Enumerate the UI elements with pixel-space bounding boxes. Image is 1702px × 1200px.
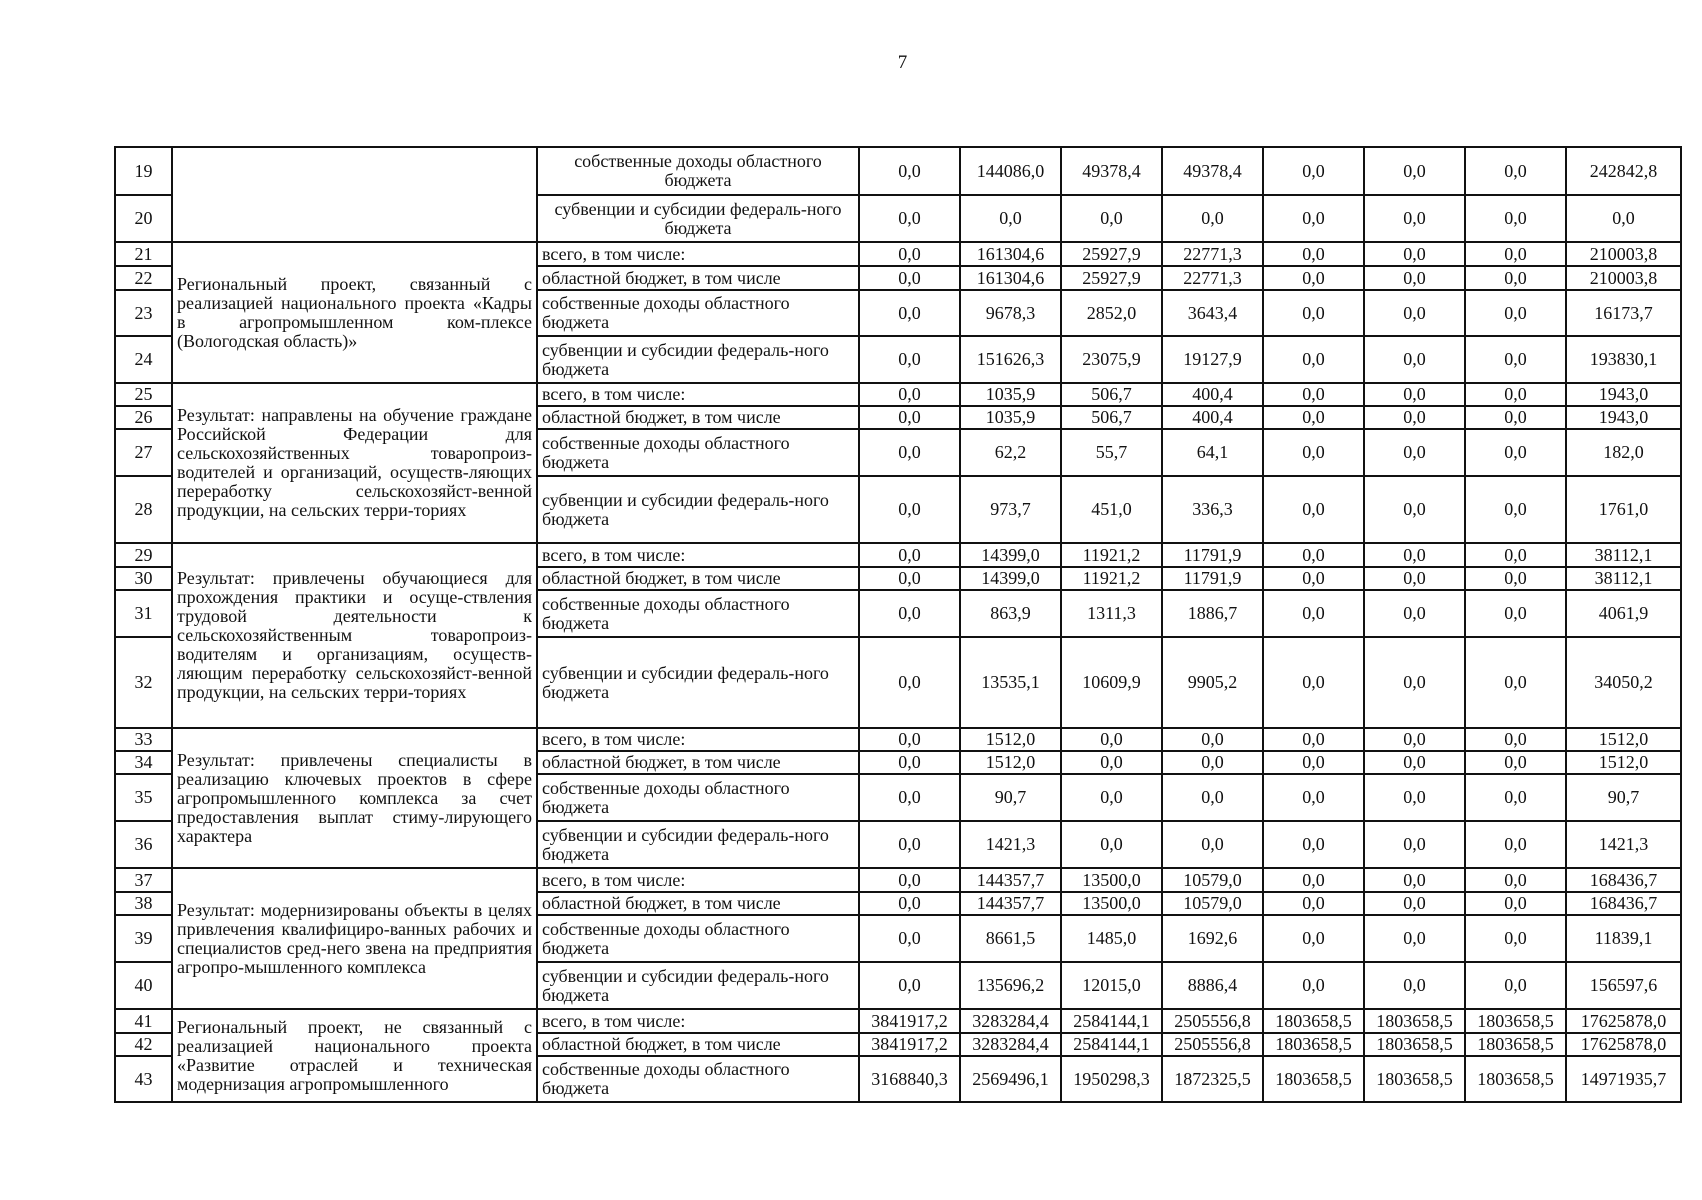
year-value: 0,0: [1465, 336, 1566, 383]
year-value: 64,1: [1162, 429, 1263, 476]
year-value: 0,0: [1263, 195, 1364, 242]
year-value: 0,0: [1364, 336, 1465, 383]
year-value: 1803658,5: [1465, 1033, 1566, 1056]
year-value: 0,0: [859, 242, 960, 266]
measure-description: Результат: направлены на обучение граждане Российской Федерации для сельскохозяйственных товаропроиз-водителей и организаций, осуществ-ляющих переработку сельскохозяйст-венной продукции, на сельских терри-ториях: [172, 383, 537, 543]
year-value: 1803658,5: [1465, 1056, 1566, 1102]
year-value: 0,0: [1364, 774, 1465, 821]
measure-description: Региональный проект, связанный с реализацией национального проекта «Кадры в агропромышленном ком-плексе (Вологодская область)»: [172, 242, 537, 383]
row-number: 41: [115, 1009, 172, 1033]
year-value: 0,0: [859, 567, 960, 590]
funding-source: всего, в том числе:: [537, 728, 859, 751]
funding-source: всего, в том числе:: [537, 543, 859, 567]
year-value: 0,0: [1364, 543, 1465, 567]
measure-description: Результат: привлечены обучающиеся для прохождения практики и осуще-ствления трудовой деятельности к сельскохозяйственным товаропроиз-водителям и организациям, осуществ-ляющим переработку сельскохозяйст-венной продукции, на сельских терри-ториях: [172, 543, 537, 728]
total-value: 168436,7: [1566, 868, 1681, 892]
year-value: 1803658,5: [1263, 1033, 1364, 1056]
year-value: 0,0: [1364, 728, 1465, 751]
year-value: 8886,4: [1162, 962, 1263, 1009]
table-row: [115, 1009, 1681, 1033]
year-value: 0,0: [1162, 821, 1263, 868]
year-value: 0,0: [1263, 406, 1364, 429]
year-value: 1512,0: [960, 751, 1061, 774]
year-value: 2584144,1: [1061, 1009, 1162, 1033]
year-value: 0,0: [1263, 962, 1364, 1009]
year-value: 0,0: [1263, 147, 1364, 195]
year-value: 0,0: [1465, 543, 1566, 567]
year-value: 0,0: [1465, 590, 1566, 637]
year-value: 1872325,5: [1162, 1056, 1263, 1102]
funding-source: областной бюджет, в том числе: [537, 406, 859, 429]
year-value: 0,0: [1162, 774, 1263, 821]
row-number: 19: [115, 147, 172, 195]
year-value: 3283284,4: [960, 1033, 1061, 1056]
total-value: 34050,2: [1566, 637, 1681, 728]
year-value: 144086,0: [960, 147, 1061, 195]
year-value: 0,0: [859, 774, 960, 821]
table-row: [115, 728, 1681, 751]
year-value: 336,3: [1162, 476, 1263, 543]
year-value: 0,0: [1465, 774, 1566, 821]
year-value: 2569496,1: [960, 1056, 1061, 1102]
year-value: 0,0: [1364, 476, 1465, 543]
row-number: 24: [115, 336, 172, 383]
row-number: 22: [115, 266, 172, 290]
year-value: 0,0: [859, 728, 960, 751]
total-value: 38112,1: [1566, 567, 1681, 590]
funding-source: областной бюджет, в том числе: [537, 751, 859, 774]
year-value: 11921,2: [1061, 543, 1162, 567]
total-value: 0,0: [1566, 195, 1681, 242]
year-value: 0,0: [1364, 751, 1465, 774]
funding-source: субвенции и субсидии федераль-ного бюджета: [537, 336, 859, 383]
measure-description: Результат: модернизированы объекты в целях привлечения квалифициро-ванных рабочих и специалистов сред-него звена на предприятия агропро-мышленного комплекса: [172, 868, 537, 1009]
total-value: 1512,0: [1566, 728, 1681, 751]
year-value: 973,7: [960, 476, 1061, 543]
year-value: 151626,3: [960, 336, 1061, 383]
year-value: 0,0: [1465, 406, 1566, 429]
year-value: 12015,0: [1061, 962, 1162, 1009]
year-value: 506,7: [1061, 406, 1162, 429]
measure-description: Региональный проект, не связанный с реализацией национального проекта «Развитие отраслей и техническая модернизация агропромышленного: [172, 1009, 537, 1102]
year-value: 0,0: [859, 868, 960, 892]
funding-source: собственные доходы областного бюджета: [537, 590, 859, 637]
row-number: 38: [115, 892, 172, 915]
year-value: 451,0: [1061, 476, 1162, 543]
year-value: 1803658,5: [1364, 1033, 1465, 1056]
funding-source: субвенции и субсидии федераль-ного бюджета: [537, 821, 859, 868]
year-value: 90,7: [960, 774, 1061, 821]
year-value: 0,0: [1263, 336, 1364, 383]
year-value: 62,2: [960, 429, 1061, 476]
year-value: 0,0: [1465, 383, 1566, 406]
year-value: 13535,1: [960, 637, 1061, 728]
year-value: 0,0: [1364, 383, 1465, 406]
year-value: 2505556,8: [1162, 1009, 1263, 1033]
year-value: 49378,4: [1061, 147, 1162, 195]
year-value: 3841917,2: [859, 1009, 960, 1033]
row-number: 25: [115, 383, 172, 406]
year-value: 0,0: [1263, 429, 1364, 476]
total-value: 1421,3: [1566, 821, 1681, 868]
year-value: 8661,5: [960, 915, 1061, 962]
year-value: 0,0: [859, 543, 960, 567]
year-value: 0,0: [1263, 868, 1364, 892]
year-value: 13500,0: [1061, 868, 1162, 892]
funding-source: собственные доходы областного бюджета: [537, 429, 859, 476]
year-value: 22771,3: [1162, 266, 1263, 290]
year-value: 9905,2: [1162, 637, 1263, 728]
year-value: 144357,7: [960, 892, 1061, 915]
row-number: 31: [115, 590, 172, 637]
table-row: [115, 868, 1681, 892]
year-value: 0,0: [1465, 429, 1566, 476]
year-value: 1692,6: [1162, 915, 1263, 962]
row-number: 29: [115, 543, 172, 567]
year-value: 0,0: [1364, 406, 1465, 429]
year-value: 0,0: [1465, 728, 1566, 751]
year-value: 11791,9: [1162, 543, 1263, 567]
year-value: 0,0: [1465, 242, 1566, 266]
year-value: 1311,3: [1061, 590, 1162, 637]
year-value: 0,0: [1061, 821, 1162, 868]
year-value: 0,0: [1263, 821, 1364, 868]
year-value: 0,0: [1364, 147, 1465, 195]
year-value: 25927,9: [1061, 266, 1162, 290]
total-value: 1943,0: [1566, 383, 1681, 406]
row-number: 32: [115, 637, 172, 728]
year-value: 49378,4: [1162, 147, 1263, 195]
row-number: 36: [115, 821, 172, 868]
year-value: 0,0: [859, 751, 960, 774]
year-value: 1950298,3: [1061, 1056, 1162, 1102]
total-value: 1943,0: [1566, 406, 1681, 429]
year-value: 1803658,5: [1263, 1009, 1364, 1033]
row-number: 28: [115, 476, 172, 543]
year-value: 0,0: [1364, 195, 1465, 242]
year-value: 0,0: [1364, 567, 1465, 590]
year-value: 0,0: [1465, 147, 1566, 195]
year-value: 0,0: [1364, 242, 1465, 266]
page-number: 7: [897, 52, 908, 73]
total-value: 193830,1: [1566, 336, 1681, 383]
year-value: 1803658,5: [1263, 1056, 1364, 1102]
year-value: 13500,0: [1061, 892, 1162, 915]
row-number: 40: [115, 962, 172, 1009]
year-value: 0,0: [859, 429, 960, 476]
funding-source: областной бюджет, в том числе: [537, 266, 859, 290]
total-value: 14971935,7: [1566, 1056, 1681, 1102]
year-value: 14399,0: [960, 567, 1061, 590]
year-value: 0,0: [1061, 774, 1162, 821]
total-value: 242842,8: [1566, 147, 1681, 195]
year-value: 0,0: [1465, 892, 1566, 915]
year-value: 0,0: [1465, 567, 1566, 590]
year-value: 0,0: [1364, 821, 1465, 868]
year-value: 11921,2: [1061, 567, 1162, 590]
year-value: 22771,3: [1162, 242, 1263, 266]
year-value: 0,0: [1364, 290, 1465, 336]
row-number: 20: [115, 195, 172, 242]
year-value: 0,0: [1465, 915, 1566, 962]
year-value: 9678,3: [960, 290, 1061, 336]
funding-source: субвенции и субсидии федераль-ного бюджета: [537, 962, 859, 1009]
year-value: 0,0: [1364, 892, 1465, 915]
year-value: 55,7: [1061, 429, 1162, 476]
year-value: 0,0: [1263, 543, 1364, 567]
year-value: 10609,9: [1061, 637, 1162, 728]
funding-source: всего, в том числе:: [537, 242, 859, 266]
year-value: 1512,0: [960, 728, 1061, 751]
year-value: 3643,4: [1162, 290, 1263, 336]
year-value: 1035,9: [960, 383, 1061, 406]
total-value: 17625878,0: [1566, 1033, 1681, 1056]
year-value: 0,0: [1465, 821, 1566, 868]
table-row: [115, 383, 1681, 406]
year-value: 19127,9: [1162, 336, 1263, 383]
funding-source: всего, в том числе:: [537, 1009, 859, 1033]
year-value: 0,0: [1263, 567, 1364, 590]
row-number: 39: [115, 915, 172, 962]
row-number: 43: [115, 1056, 172, 1102]
year-value: 0,0: [1263, 892, 1364, 915]
total-value: 168436,7: [1566, 892, 1681, 915]
year-value: 0,0: [1465, 868, 1566, 892]
row-number: 37: [115, 868, 172, 892]
year-value: 506,7: [1061, 383, 1162, 406]
year-value: 0,0: [859, 962, 960, 1009]
year-value: 0,0: [859, 290, 960, 336]
table-row: [115, 147, 1681, 195]
year-value: 0,0: [1364, 962, 1465, 1009]
total-value: 1512,0: [1566, 751, 1681, 774]
year-value: 161304,6: [960, 242, 1061, 266]
year-value: 2584144,1: [1061, 1033, 1162, 1056]
year-value: 0,0: [1263, 751, 1364, 774]
funding-source: областной бюджет, в том числе: [537, 892, 859, 915]
year-value: 1803658,5: [1364, 1056, 1465, 1102]
total-value: 16173,7: [1566, 290, 1681, 336]
funding-source: субвенции и субсидии федераль-ного бюджета: [537, 195, 859, 242]
year-value: 0,0: [1061, 751, 1162, 774]
funding-source: собственные доходы областного бюджета: [537, 774, 859, 821]
year-value: 0,0: [1263, 290, 1364, 336]
year-value: 0,0: [1061, 728, 1162, 751]
year-value: 0,0: [859, 406, 960, 429]
budget-table-body: [115, 147, 1681, 1102]
year-value: 3283284,4: [960, 1009, 1061, 1033]
year-value: 0,0: [1364, 868, 1465, 892]
row-number: 33: [115, 728, 172, 751]
year-value: 1035,9: [960, 406, 1061, 429]
year-value: 1421,3: [960, 821, 1061, 868]
year-value: 0,0: [1061, 195, 1162, 242]
year-value: 2505556,8: [1162, 1033, 1263, 1056]
year-value: 0,0: [859, 821, 960, 868]
budget-table: [114, 146, 1682, 1103]
year-value: 23075,9: [1061, 336, 1162, 383]
year-value: 0,0: [859, 266, 960, 290]
year-value: 0,0: [1465, 195, 1566, 242]
year-value: 0,0: [1263, 590, 1364, 637]
funding-source: всего, в том числе:: [537, 383, 859, 406]
year-value: 0,0: [859, 147, 960, 195]
year-value: 0,0: [1263, 383, 1364, 406]
year-value: 0,0: [1263, 774, 1364, 821]
row-number: 27: [115, 429, 172, 476]
year-value: 0,0: [1465, 962, 1566, 1009]
year-value: 1485,0: [1061, 915, 1162, 962]
row-number: 34: [115, 751, 172, 774]
year-value: 0,0: [1162, 751, 1263, 774]
year-value: 0,0: [1364, 429, 1465, 476]
year-value: 0,0: [1465, 266, 1566, 290]
year-value: 0,0: [1162, 195, 1263, 242]
row-number: 26: [115, 406, 172, 429]
total-value: 4061,9: [1566, 590, 1681, 637]
year-value: 0,0: [859, 476, 960, 543]
year-value: 400,4: [1162, 406, 1263, 429]
year-value: 0,0: [1465, 637, 1566, 728]
year-value: 0,0: [1263, 728, 1364, 751]
year-value: 25927,9: [1061, 242, 1162, 266]
funding-source: собственные доходы областного бюджета: [537, 290, 859, 336]
total-value: 210003,8: [1566, 242, 1681, 266]
year-value: 144357,7: [960, 868, 1061, 892]
total-value: 38112,1: [1566, 543, 1681, 567]
year-value: 0,0: [1263, 915, 1364, 962]
year-value: 1886,7: [1162, 590, 1263, 637]
row-number: 30: [115, 567, 172, 590]
year-value: 0,0: [1263, 242, 1364, 266]
year-value: 0,0: [859, 892, 960, 915]
year-value: 14399,0: [960, 543, 1061, 567]
funding-source: субвенции и субсидии федераль-ного бюджета: [537, 637, 859, 728]
year-value: 0,0: [1263, 476, 1364, 543]
measure-description: Результат: привлечены специалисты в реализацию ключевых проектов в сфере агропромышленного комплекса за счет предоставления выплат стиму-лирующего характера: [172, 728, 537, 868]
total-value: 156597,6: [1566, 962, 1681, 1009]
year-value: 0,0: [859, 383, 960, 406]
year-value: 0,0: [859, 336, 960, 383]
funding-source: собственные доходы областного бюджета: [537, 1056, 859, 1102]
year-value: 3168840,3: [859, 1056, 960, 1102]
year-value: 11791,9: [1162, 567, 1263, 590]
year-value: 0,0: [1162, 728, 1263, 751]
year-value: 0,0: [859, 195, 960, 242]
row-number: 42: [115, 1033, 172, 1056]
funding-source: собственные доходы областного бюджета: [537, 915, 859, 962]
year-value: 0,0: [1364, 266, 1465, 290]
year-value: 1803658,5: [1465, 1009, 1566, 1033]
year-value: 135696,2: [960, 962, 1061, 1009]
total-value: 182,0: [1566, 429, 1681, 476]
table-row: [115, 242, 1681, 266]
row-number: 21: [115, 242, 172, 266]
measure-description: [172, 147, 537, 242]
year-value: 10579,0: [1162, 868, 1263, 892]
total-value: 90,7: [1566, 774, 1681, 821]
year-value: 0,0: [1465, 751, 1566, 774]
funding-source: субвенции и субсидии федераль-ного бюджета: [537, 476, 859, 543]
funding-source: собственные доходы областного бюджета: [537, 147, 859, 195]
year-value: 1803658,5: [1364, 1009, 1465, 1033]
year-value: 0,0: [1364, 637, 1465, 728]
funding-source: областной бюджет, в том числе: [537, 567, 859, 590]
row-number: 23: [115, 290, 172, 336]
year-value: 0,0: [960, 195, 1061, 242]
total-value: 210003,8: [1566, 266, 1681, 290]
year-value: 3841917,2: [859, 1033, 960, 1056]
row-number: 35: [115, 774, 172, 821]
year-value: 0,0: [1263, 637, 1364, 728]
total-value: 17625878,0: [1566, 1009, 1681, 1033]
year-value: 0,0: [859, 590, 960, 637]
year-value: 0,0: [859, 915, 960, 962]
table-row: [115, 543, 1681, 567]
year-value: 0,0: [859, 637, 960, 728]
year-value: 2852,0: [1061, 290, 1162, 336]
year-value: 400,4: [1162, 383, 1263, 406]
total-value: 11839,1: [1566, 915, 1681, 962]
year-value: 0,0: [1263, 266, 1364, 290]
year-value: 10579,0: [1162, 892, 1263, 915]
funding-source: областной бюджет, в том числе: [537, 1033, 859, 1056]
year-value: 0,0: [1364, 915, 1465, 962]
year-value: 0,0: [1465, 476, 1566, 543]
year-value: 863,9: [960, 590, 1061, 637]
funding-source: всего, в том числе:: [537, 868, 859, 892]
year-value: 161304,6: [960, 266, 1061, 290]
year-value: 0,0: [1364, 590, 1465, 637]
year-value: 0,0: [1465, 290, 1566, 336]
total-value: 1761,0: [1566, 476, 1681, 543]
